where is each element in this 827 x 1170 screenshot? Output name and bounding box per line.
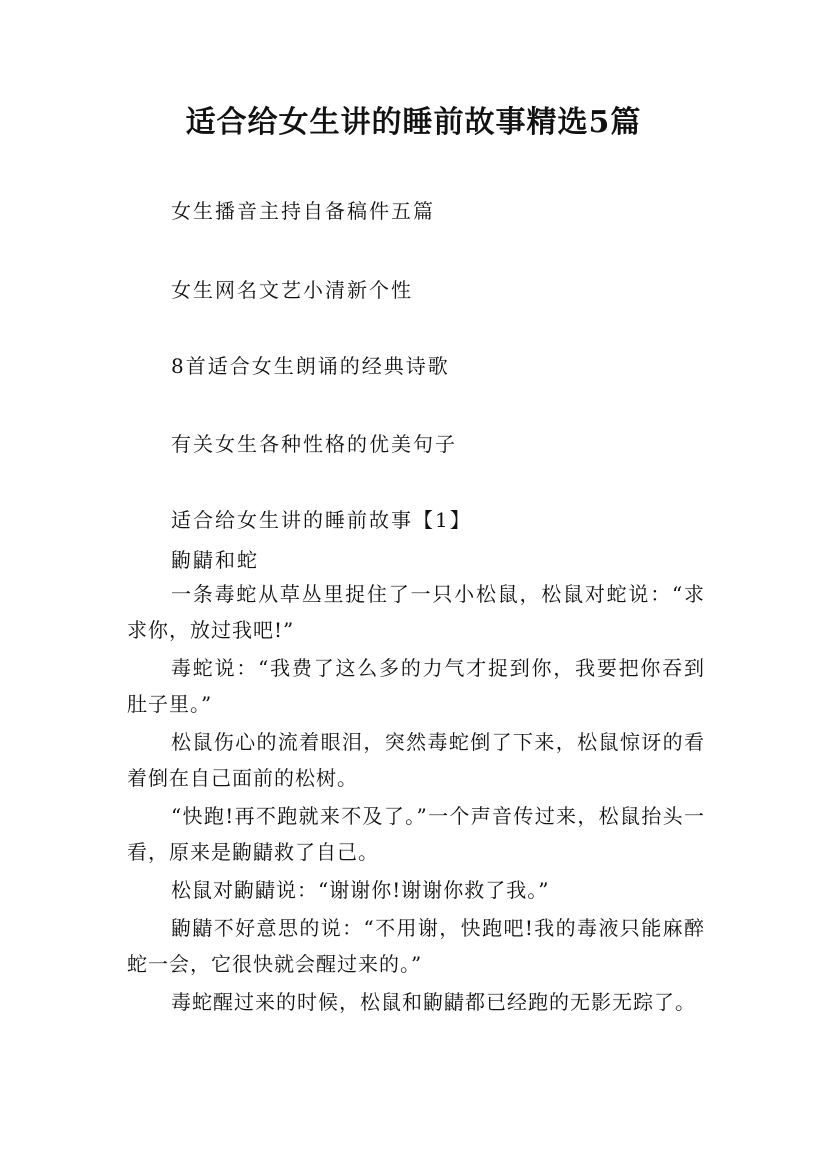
story-subheading: 鼩鼱和蛇 [171,548,259,572]
story-paragraph: 毒蛇说：“我费了这么多的力气才捉到你，我要把你吞到肚子里。” [127,656,705,716]
story-paragraph: 松鼠伤心的流着眼泪，突然毒蛇倒了下来，松鼠惊讶的看着倒在自己面前的松树。 [127,730,705,790]
related-link-2[interactable]: 女生网名文艺小清新个性 [171,278,413,302]
story-paragraph: “快跑!再不跑就来不及了。”一个声音传过来，松鼠抬头一看，原来是鼩鼱救了自己。 [127,804,705,864]
story-section [127,506,705,1020]
related-link-1[interactable]: 女生播音主持自备稿件五篇 [171,199,435,223]
related-link-3[interactable]: 8首适合女生朗诵的经典诗歌 [171,354,450,378]
story-paragraph: 松鼠对鼩鼱说：“谢谢你!谢谢你救了我。” [171,878,550,902]
page-title: 适合给女生讲的睡前故事精选5篇 [185,105,642,140]
story-paragraph: 鼩鼱不好意思的说：“不用谢，快跑吧!我的毒液只能麻醉蛇一会，它很快就会醒过来的。” [127,916,705,976]
story-paragraph: 一条毒蛇从草丛里捉住了一只小松鼠，松鼠对蛇说：“求求你，放过我吧!” [127,582,705,642]
story-paragraph: 毒蛇醒过来的时候，松鼠和鼩鼱都已经跑的无影无踪了。 [171,990,696,1014]
story-heading: 适合给女生讲的睡前故事【1】 [171,508,472,532]
related-link-4[interactable]: 有关女生各种性格的优美句子 [171,432,457,456]
